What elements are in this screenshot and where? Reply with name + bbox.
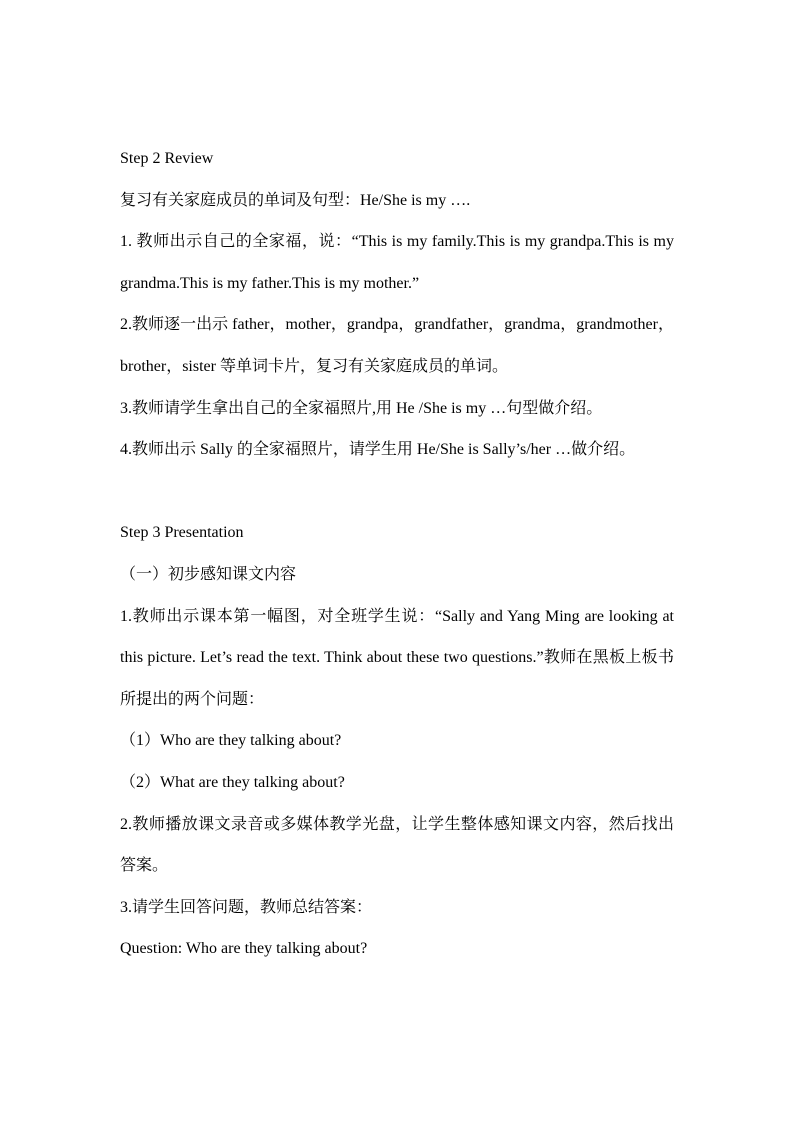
step2-item4: 4.教师出示 Sally 的全家福照片，请学生用 He/She is Sally’s/her …做介绍。 (120, 441, 636, 459)
step3-question-label: Question: Who are they talking about? (120, 940, 368, 958)
step3-item2: 2.教师播放课文录音或多媒体教学光盘，让学生整体感知课文内容，然后找出答案。 (120, 815, 674, 875)
step2-item2: 2.教师逐一出示 father，mother，grandpa，grandfather，grandma，grandmother，brother，sister 等单词卡片，复习有关家庭成员的单词。 (120, 316, 674, 375)
step2-item3: 3.教师请学生拿出自己的全家福照片,用 He /She is my …句型做介绍。 (120, 399, 603, 417)
step3-item3: 3.请学生回答问题，教师总结答案： (120, 898, 373, 916)
step3-section1: （一）初步感知课文内容 (120, 565, 297, 583)
step3-question1: （1）Who are they talking about? (120, 732, 342, 750)
step3-item1: 1.教师出示课本第一幅图，对全班学生说：“Sally and Yang Ming are looking at this picture. Let’s read the text. Think about these two questions.”教师在黑板上板书所提出的两个问题： (120, 607, 674, 708)
step3-heading: Step 3 Presentation (120, 524, 244, 542)
spacer (120, 471, 674, 513)
step2-intro: 复习有关家庭成员的单词及句型：He/She is my …. (120, 191, 471, 209)
step2-item1: 1. 教师出示自己的全家福，说：“This is my family.This is my grandpa.This is my grandma.This is my father.This is my mother.” (120, 233, 674, 292)
step2-heading: Step 2 Review (120, 150, 214, 167)
step3-question2: （2）What are they talking about? (120, 773, 345, 791)
document-body (120, 138, 674, 970)
